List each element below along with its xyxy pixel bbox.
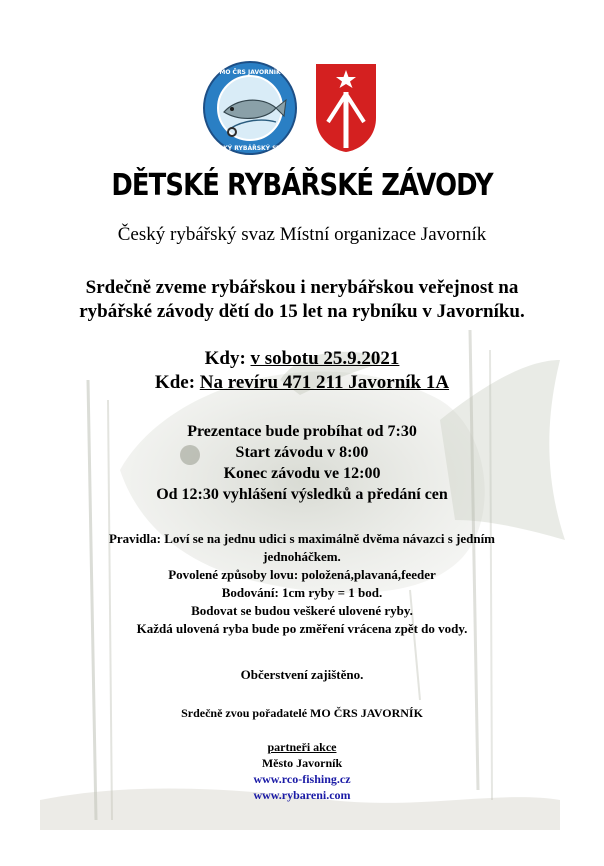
schedule-item: Start závodu v 8:00: [235, 444, 369, 461]
partner-link[interactable]: www.rybareni.com: [253, 788, 351, 802]
rules-line: Každá ulovená ryba bude po změření vrácena zpět do vody.: [136, 621, 468, 636]
mo-crs-javornik-logo: [202, 60, 298, 156]
when-value: v sobotu 25.9.2021: [250, 348, 400, 369]
when-row: [0, 347, 604, 371]
invitation-text: [0, 276, 604, 324]
poster-title: DĚTSKÉ RYBÁŘSKÉ ZÁVODY: [111, 168, 493, 203]
invitation-line: Srdečně zveme rybářskou i nerybářskou veřejnost na: [85, 277, 519, 298]
when-label: Kdy:: [204, 348, 246, 369]
mo-logo-top-text: MO ČRS JAVORNÍK: [219, 69, 281, 76]
partner-item: Město Javorník: [261, 756, 343, 770]
where-value: Na revíru 471 211 Javorník 1A: [199, 372, 450, 393]
mo-logo-bottom-text: ČESKÝ RYBÁŘSKÝ SVAZ: [210, 145, 290, 152]
rules-line: Povolené způsoby lovu: položená,plavaná,feeder: [168, 567, 436, 582]
schedule-item: Konec závodu ve 12:00: [223, 465, 381, 482]
where-label: Kde:: [154, 372, 196, 393]
logo-row: [0, 60, 604, 160]
schedule-item: Prezentace bude probíhat od 7:30: [187, 423, 417, 440]
rules: [0, 530, 604, 638]
schedule: [0, 421, 604, 505]
partner-link[interactable]: www.rco-fishing.cz: [253, 772, 351, 786]
rules-line: Bodovat se budou veškeré ulovené ryby.: [191, 603, 413, 618]
organizers-note: Srdečně zvou pořadatelé MO ČRS JAVORNÍK: [181, 706, 423, 720]
partners: [0, 739, 604, 803]
where-row: [0, 371, 604, 395]
schedule-item: Od 12:30 vyhlášení výsledků a předání cen: [156, 486, 448, 503]
rules-line: Bodování: 1cm ryby = 1 bod.: [221, 585, 383, 600]
javornik-coat-of-arms-icon: [314, 62, 378, 154]
refreshments-note: Občerstvení zajištěno.: [240, 667, 364, 682]
event-details: [0, 347, 604, 395]
invitation-line: rybářské závody dětí do 15 let na rybníku v Javorníku.: [79, 301, 525, 322]
partners-heading: partneři akce: [267, 740, 337, 754]
rules-line: jednoháčkem.: [263, 549, 341, 564]
organization-name: Český rybářský svaz Místní organizace Javorník: [117, 224, 487, 245]
rules-line: Pravidla: Loví se na jednu udici s maximálně dvěma návazci s jedním: [108, 531, 496, 546]
